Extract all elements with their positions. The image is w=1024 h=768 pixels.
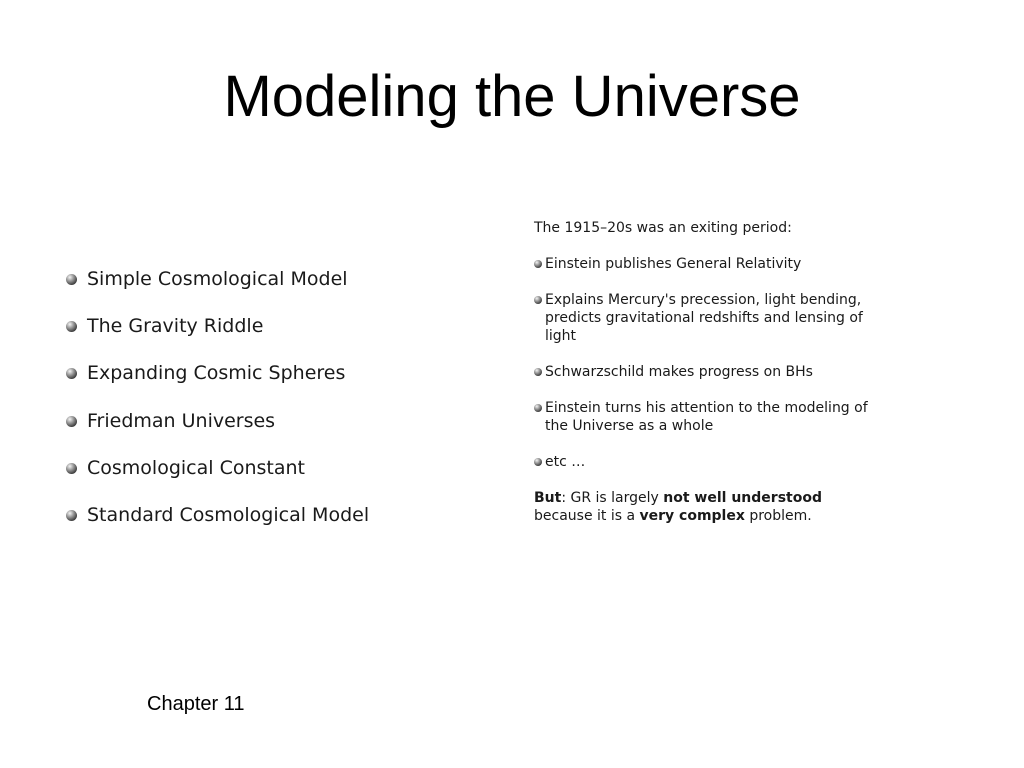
topic-label: Friedman Universes — [87, 409, 276, 432]
list-item — [66, 454, 369, 501]
topic-label: Simple Cosmological Model — [87, 268, 348, 290]
bullet-icon — [534, 260, 542, 268]
conclusion-lead: But — [534, 490, 562, 506]
history-item-text: Einstein publishes General Relativity — [545, 256, 802, 272]
list-item — [66, 265, 369, 312]
topic-label: Standard Cosmological Model — [87, 503, 370, 526]
conclusion-text: because it is a — [534, 508, 640, 524]
bullet-icon — [66, 274, 77, 285]
bullet-icon — [534, 368, 542, 376]
list-item — [534, 291, 874, 345]
topic-label: Cosmological Constant — [87, 456, 305, 479]
topic-label: Expanding Cosmic Spheres — [87, 362, 346, 385]
conclusion-text: : GR is largely — [561, 490, 664, 506]
bullet-icon — [534, 404, 542, 412]
list-item — [534, 453, 874, 471]
bullet-icon — [66, 321, 77, 332]
history-conclusion — [534, 489, 874, 525]
bullet-icon — [66, 463, 77, 474]
list-item — [534, 363, 874, 381]
list-item — [66, 359, 369, 406]
history-item-text: Einstein turns his attention to the modeling of the Universe as a whole — [545, 400, 868, 434]
slide-footer: Chapter 11 — [147, 693, 245, 715]
list-item — [66, 501, 369, 548]
slide-title: Modeling the Universe — [223, 64, 801, 129]
conclusion-emphasis: not well understood — [663, 490, 822, 506]
bullet-icon — [66, 416, 77, 427]
conclusion-emphasis: very complex — [639, 508, 745, 524]
history-intro: The 1915–20s was an exiting period: — [534, 220, 792, 236]
history-list — [534, 255, 874, 471]
bullet-icon — [534, 458, 542, 466]
list-item — [66, 312, 369, 359]
history-item-text: etc … — [545, 454, 586, 470]
history-item-text: Explains Mercury's precession, light bending, predicts gravitational redshifts and lensing of light — [545, 292, 863, 344]
bullet-icon — [66, 368, 77, 379]
history-item-text: Schwarzschild makes progress on BHs — [545, 364, 813, 380]
history-panel — [534, 219, 874, 525]
topic-list — [66, 265, 369, 548]
topic-label: The Gravity Riddle — [87, 315, 264, 338]
bullet-icon — [534, 296, 542, 304]
conclusion-text: problem. — [744, 508, 812, 524]
list-item — [534, 255, 874, 273]
bullet-icon — [66, 510, 77, 521]
list-item — [66, 407, 369, 454]
list-item — [534, 399, 874, 435]
